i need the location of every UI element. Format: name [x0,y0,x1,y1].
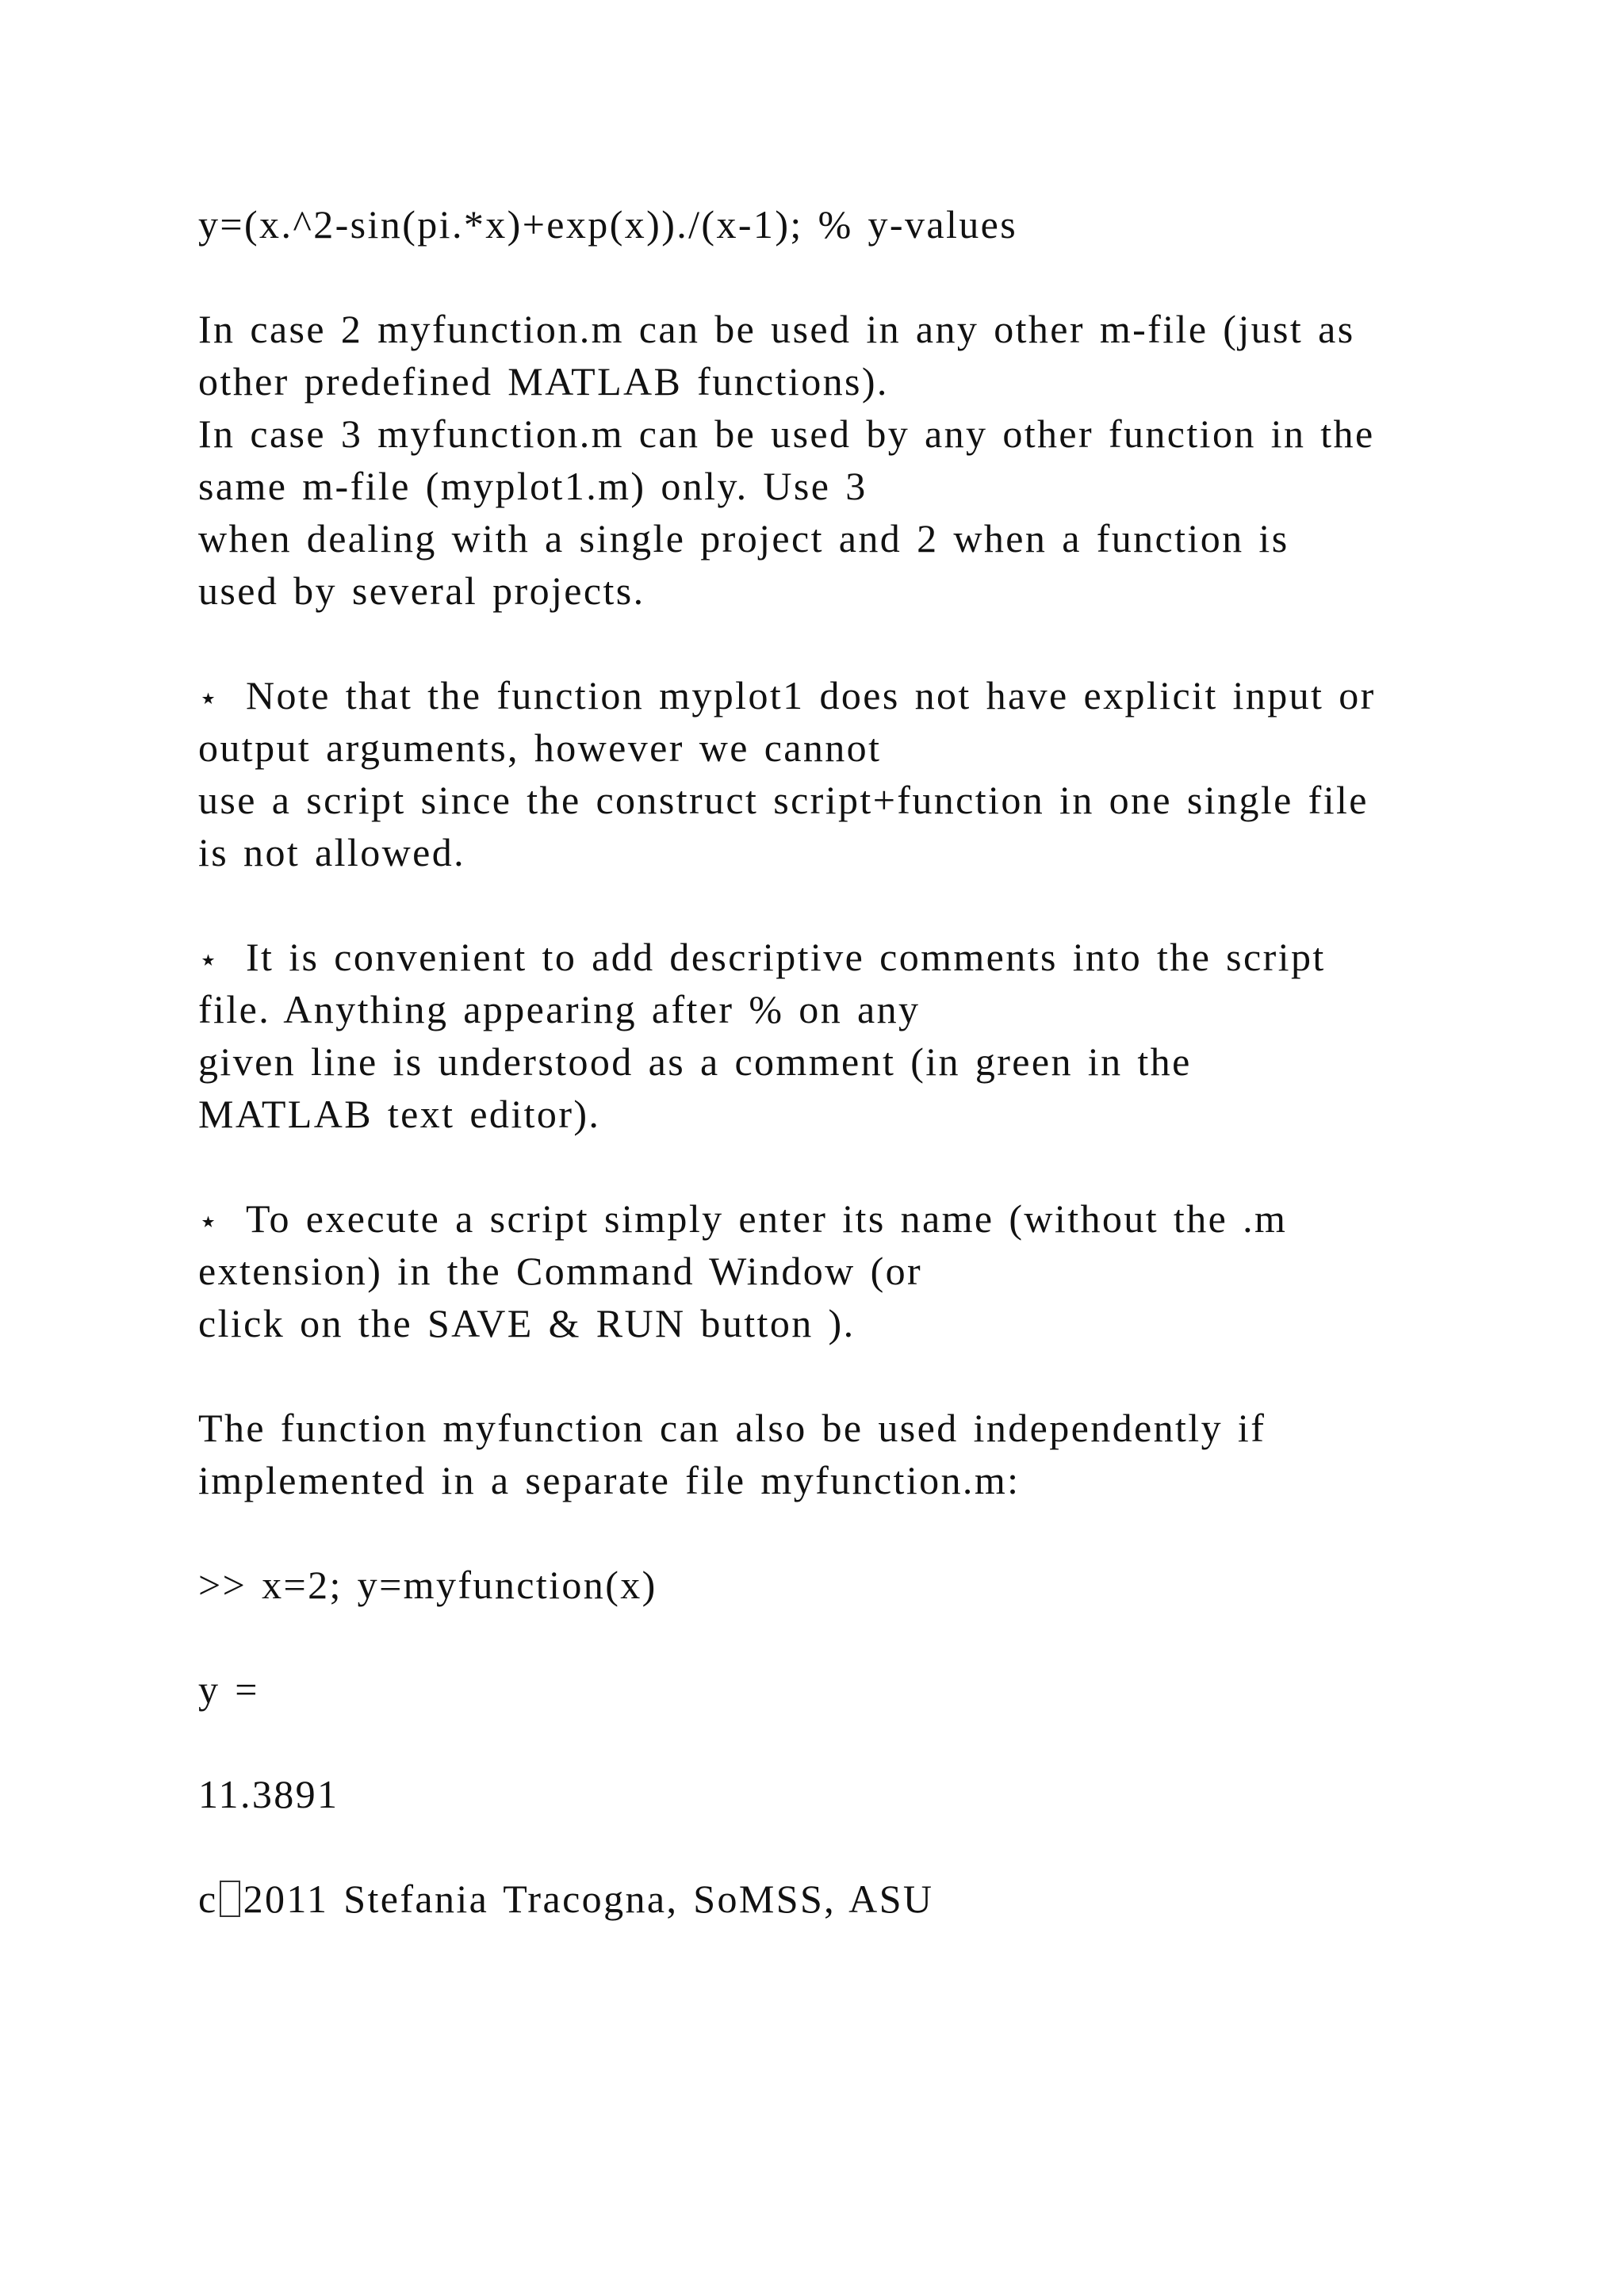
output-label-paragraph [198,1663,1507,1716]
note-paragraph-3 [198,1192,1507,1349]
case-paragraph [198,303,1507,617]
output-value: 11.3891 [198,1772,339,1816]
text-line: implemented in a separate file myfunction.m: [198,1458,1021,1502]
text-line: same m-file (myplot1.m) only. Use 3 [198,464,868,508]
text-line: other predefined MATLAB functions). [198,359,889,404]
note-text: Note that the function myplot1 does not have explicit input or [246,673,1376,718]
text-line: extension) in the Command Window (or [198,1249,923,1293]
code-paragraph [198,198,1507,251]
text-line: In case 3 myfunction.m can be used by any other function in the [198,411,1375,456]
text-line: given line is understood as a comment (in green in the [198,1039,1192,1084]
text-line: In case 2 myfunction.m can be used in any other m-file (just as [198,307,1355,351]
copyright-paragraph [198,1873,1507,1925]
copyright-text: 2011 Stefania Tracogna, SoMSS, ASU [243,1877,934,1921]
missing-glyph-icon [220,1881,240,1917]
star-bullet-icon: ⋆ [198,1203,220,1239]
text-line: file. Anything appearing after % on any [198,987,921,1031]
text-line: when dealing with a single project and 2 when a function is [198,516,1289,561]
text-line [198,1192,1507,1245]
star-bullet-icon: ⋆ [198,942,220,978]
text-line [198,931,1507,983]
note-paragraph-1 [198,669,1507,878]
copyright-line [198,1873,1507,1925]
note-text: It is convenient to add descriptive comments into the script [246,935,1326,979]
output-value-paragraph [198,1768,1507,1820]
copyright-prefix: c [198,1877,218,1921]
note-text: To execute a script simply enter its name (without the .m [246,1196,1288,1241]
text-line: output arguments, however we cannot [198,725,882,770]
command-line: >> x=2; y=myfunction(x) [198,1563,657,1607]
text-line: is not allowed. [198,830,466,874]
code-line: y=(x.^2-sin(pi.*x)+exp(x))./(x-1); % y-values [198,202,1018,247]
text-line: used by several projects. [198,568,645,613]
note-paragraph-2 [198,931,1507,1140]
text-line: The function myfunction can also be used independently if [198,1406,1266,1450]
text-line: MATLAB text editor). [198,1092,601,1136]
output-label: y = [198,1667,259,1712]
text-line: click on the SAVE & RUN button ). [198,1301,856,1345]
text-line [198,669,1507,721]
function-paragraph [198,1402,1507,1506]
text-line: use a script since the construct script+function in one single file [198,778,1369,822]
document-body [198,198,1507,1977]
command-paragraph [198,1559,1507,1611]
star-bullet-icon: ⋆ [198,680,220,716]
